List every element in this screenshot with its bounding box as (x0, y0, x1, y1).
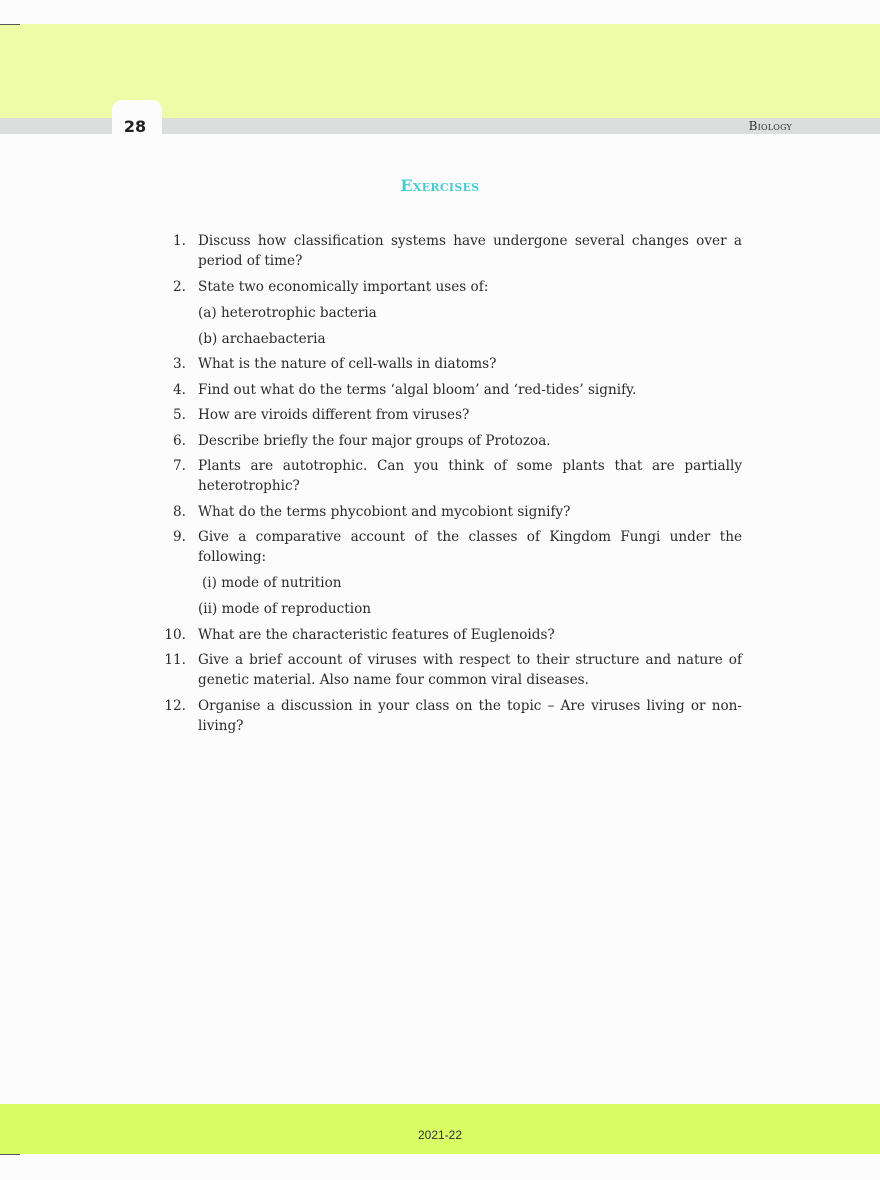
exercise-text: State two economically important uses of: (198, 278, 489, 295)
exercise-text: Plants are autotrophic. Can you think of some plants that are partially heterotrophic? (198, 458, 742, 494)
exercise-number: 11. (164, 652, 186, 668)
page-number: 28 (123, 117, 147, 136)
exercise-text: Give a comparative account of the classes of Kingdom Fungi under the following: (198, 529, 742, 565)
exercise-item (160, 650, 742, 690)
exercise-item (160, 277, 742, 349)
exercise-number: 12. (164, 697, 186, 714)
exercise-item (160, 380, 742, 400)
exercise-subitem: (ii) mode of reproduction (198, 601, 372, 617)
exercise-text: Discuss how classification systems have undergone several changes over a period of time? (198, 233, 742, 269)
exercise-number: 4. (173, 381, 186, 398)
exercise-text: What do the terms phycobiont and mycobiont signify? (198, 503, 571, 520)
exercise-item (160, 527, 742, 619)
exercise-number: 2. (173, 278, 186, 295)
exercise-text: Find out what do the terms ‘algal bloom’ and ‘red-tides’ signify. (198, 381, 637, 398)
exercise-text: What are the characteristic features of Euglenoids? (198, 626, 555, 643)
exercise-number: 5. (173, 407, 186, 423)
exercise-text: What is the nature of cell-walls in diatoms? (198, 356, 497, 372)
footer-year: 2021-22 (417, 1128, 463, 1142)
crop-mark-top (0, 24, 20, 25)
exercise-item (160, 405, 742, 425)
exercise-number: 3. (173, 356, 186, 372)
exercise-item (160, 354, 742, 374)
running-head: Biology (748, 119, 792, 133)
exercise-text: Organise a discussion in your class on the topic – Are viruses living or non-living? (198, 697, 742, 734)
exercise-text: Give a brief account of viruses with respect to their structure and nature of genetic material. Also name four common viral diseases. (198, 652, 742, 688)
exercise-text: How are viroids different from viruses? (198, 407, 470, 423)
exercise-subitem: (a) heterotrophic bacteria (198, 304, 377, 321)
exercise-list (160, 231, 742, 741)
exercise-number: 6. (173, 432, 186, 449)
exercise-number: 7. (173, 458, 186, 474)
exercise-subitem: (b) archaebacteria (198, 330, 326, 347)
exercise-subitem: (i) mode of nutrition (202, 575, 342, 591)
exercise-number: 9. (173, 529, 186, 545)
exercise-number: 1. (173, 233, 186, 249)
exercise-item (160, 431, 742, 451)
exercise-item (160, 502, 742, 522)
exercise-item (160, 231, 742, 271)
exercise-item (160, 625, 742, 645)
crop-mark-bottom (0, 1154, 20, 1155)
section-title: Exercises (400, 176, 480, 195)
exercise-item (160, 696, 742, 736)
exercise-text: Describe briefly the four major groups of Protozoa. (198, 432, 551, 449)
exercise-item (160, 456, 742, 496)
exercise-number: 8. (173, 503, 186, 520)
exercise-number: 10. (164, 626, 186, 643)
